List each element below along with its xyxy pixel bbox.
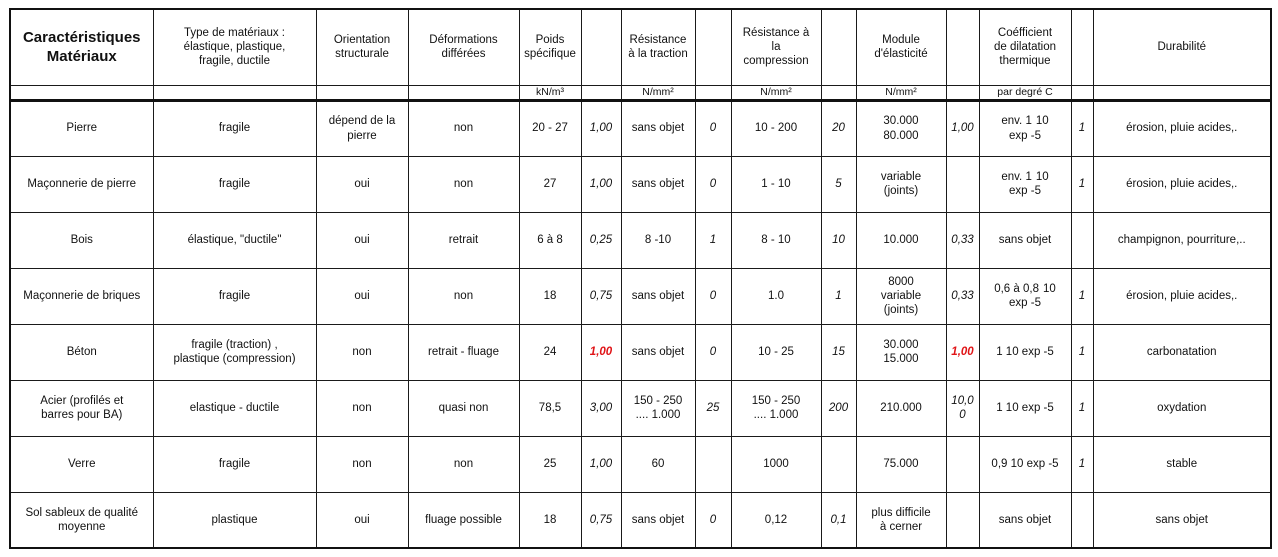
cell-traction: sans objet [621, 324, 695, 380]
header-deformations-differees [408, 9, 519, 85]
cell-dilatation-coefficient [1071, 212, 1093, 268]
cell-type: fragile [153, 268, 316, 324]
unit-poids: kN/m³ [519, 85, 581, 100]
header-type-line3: fragile, ductile [199, 55, 270, 68]
cell-material-line2: moyenne [58, 520, 106, 533]
cell-dilatation-coefficient: 1 [1071, 324, 1093, 380]
cell-compression-coefficient: 200 [821, 380, 856, 436]
cell-durabilite: carbonatation [1093, 324, 1271, 380]
table-row [10, 380, 1271, 436]
cell-module-line1: 8000 [888, 275, 914, 288]
cell-material: Verre [10, 436, 153, 492]
cell-module-coefficient: 0,33 [946, 268, 979, 324]
cell-dilatation-coefficient: 1 [1071, 380, 1093, 436]
cell-compression-coefficient: 15 [821, 324, 856, 380]
cell-orientation: non [316, 436, 408, 492]
cell-type: fragile [153, 156, 316, 212]
cell-compression-coefficient [821, 436, 856, 492]
cell-poids-coefficient: 1,00 [581, 100, 621, 156]
unit-durabilite [1093, 85, 1271, 100]
cell-material-line1: Acier (profilés et [40, 394, 124, 407]
cell-orientation-line1: dépend de la [328, 115, 396, 128]
cell-traction [621, 380, 695, 436]
cell-poids-coefficient: 0,25 [581, 212, 621, 268]
table-row [10, 156, 1271, 212]
unit-traction-coef [695, 85, 731, 100]
cell-module-line1: 30.000 [883, 338, 919, 351]
cell-type-line2: plastique (compression) [173, 353, 296, 366]
cell-traction-coefficient: 0 [695, 492, 731, 548]
cell-traction-coefficient: 0 [695, 324, 731, 380]
cell-poids: 78,5 [519, 380, 581, 436]
cell-poids-coefficient: 0,75 [581, 268, 621, 324]
cell-dilatation-base: 10 [1035, 170, 1049, 183]
header-module-coefficient [946, 9, 979, 85]
cell-dilatation-coefficient: 1 [1071, 436, 1093, 492]
cell-material: Pierre [10, 100, 153, 156]
cell-module [856, 324, 946, 380]
cell-compression: 1000 [731, 436, 821, 492]
cell-compression: 8 - 10 [731, 212, 821, 268]
header-compression-line3: compression [743, 55, 809, 68]
cell-type: elastique - ductile [153, 380, 316, 436]
cell-orientation [316, 100, 408, 156]
cell-poids: 18 [519, 492, 581, 548]
table-row [10, 436, 1271, 492]
header-resistance-compression [731, 9, 821, 85]
cell-durabilite: champignon, pourriture,.. [1093, 212, 1271, 268]
unit-poids-coef [581, 85, 621, 100]
cell-module [856, 380, 946, 436]
cell-traction-coefficient: 0 [695, 100, 731, 156]
cell-module-line1: plus difficile [871, 506, 931, 519]
header-dilatation-line3: thermique [999, 55, 1051, 68]
header-traction-coefficient [695, 9, 731, 85]
table-row [10, 324, 1271, 380]
cell-traction: sans objet [621, 492, 695, 548]
cell-traction: sans objet [621, 268, 695, 324]
cell-traction-coefficient: 0 [695, 156, 731, 212]
cell-dilatation-coefficient: 1 [1071, 156, 1093, 212]
cell-compression-line1: 150 - 250 [751, 394, 801, 407]
header-module-line1: Module [882, 33, 920, 46]
cell-dilatation: 0,9 10 exp -5 [979, 436, 1071, 492]
cell-traction: 60 [621, 436, 695, 492]
unit-traction: N/mm² [621, 85, 695, 100]
unit-compression-coef [821, 85, 856, 100]
cell-orientation: oui [316, 492, 408, 548]
cell-module-coefficient [946, 436, 979, 492]
header-type-materiaux [153, 9, 316, 85]
cell-poids: 6 à 8 [519, 212, 581, 268]
cell-dilatation [979, 100, 1071, 156]
cell-compression: 0,12 [731, 492, 821, 548]
cell-poids-coefficient: 1,00 [581, 436, 621, 492]
header-compression-coefficient [821, 9, 856, 85]
cell-dilatation: sans objet [979, 212, 1071, 268]
cell-module-line1: 210.000 [880, 401, 922, 414]
cell-poids-coefficient: 1,00 [581, 156, 621, 212]
unit-deformations [408, 85, 519, 100]
cell-dilatation-base: 10 [1042, 282, 1056, 295]
header-type-line2: élastique, plastique, [183, 41, 286, 54]
cell-durabilite: érosion, pluie acides,. [1093, 156, 1271, 212]
unit-orientation [316, 85, 408, 100]
cell-module-line2: à cerner [879, 520, 923, 533]
cell-poids-coefficient: 0,75 [581, 492, 621, 548]
cell-module [856, 212, 946, 268]
unit-module: N/mm² [856, 85, 946, 100]
cell-durabilite: érosion, pluie acides,. [1093, 100, 1271, 156]
header-poids-line1: Poids [535, 33, 565, 46]
cell-dilatation-mantissa: env. 1 [1001, 170, 1032, 183]
cell-compression-line2: .... 1.000 [753, 409, 799, 422]
cell-poids-coefficient: 1,00 [581, 324, 621, 380]
cell-orientation: non [316, 324, 408, 380]
cell-deformations: non [408, 436, 519, 492]
unit-dilatation-coef [1071, 85, 1093, 100]
cell-dilatation-mantissa: env. 1 [1001, 115, 1032, 128]
header-resistance-traction [621, 9, 695, 85]
cell-module [856, 492, 946, 548]
cell-dilatation-exponent: exp -5 [1009, 129, 1041, 142]
header-poids-specifique [519, 9, 581, 85]
cell-compression-coefficient: 0,1 [821, 492, 856, 548]
cell-poids: 25 [519, 436, 581, 492]
cell-material: Béton [10, 324, 153, 380]
cell-traction-coefficient: 0 [695, 268, 731, 324]
cell-dilatation: sans objet [979, 492, 1071, 548]
cell-deformations: quasi non [408, 380, 519, 436]
cell-module-coefficient: 10,00 [946, 380, 979, 436]
cell-dilatation-coefficient [1071, 492, 1093, 548]
cell-traction-line1: 150 - 250 [633, 394, 683, 407]
header-dilatation-line1: Coéfficient [997, 26, 1053, 39]
cell-compression [731, 380, 821, 436]
cell-type: élastique, "ductile" [153, 212, 316, 268]
cell-material: Maçonnerie de pierre [10, 156, 153, 212]
cell-dilatation-base: 10 [1035, 115, 1049, 128]
cell-deformations: non [408, 100, 519, 156]
header-durabilite: Durabilité [1093, 9, 1271, 85]
header-coefficient-dilatation-thermique [979, 9, 1071, 85]
cell-traction: 8 -10 [621, 212, 695, 268]
header-poids-coefficient [581, 9, 621, 85]
header-module-line2: d'élasticité [874, 48, 928, 61]
cell-dilatation-exponent: exp -5 [1009, 297, 1041, 310]
cell-poids: 24 [519, 324, 581, 380]
cell-material: Maçonnerie de briques [10, 268, 153, 324]
header-deformations-line2: différées [441, 48, 486, 61]
cell-module [856, 156, 946, 212]
materials-characteristics-table [9, 8, 1272, 549]
header-characteristics-materials [10, 9, 153, 85]
cell-dilatation [979, 156, 1071, 212]
cell-module-coefficient [946, 492, 979, 548]
header-compression-line2: la [771, 41, 781, 54]
cell-poids: 27 [519, 156, 581, 212]
cell-deformations: fluage possible [408, 492, 519, 548]
cell-traction: sans objet [621, 100, 695, 156]
cell-traction-coefficient [695, 436, 731, 492]
cell-module-line1: 75.000 [883, 457, 919, 470]
header-orientation-line2: structurale [335, 48, 389, 61]
header-row-labels [10, 9, 1271, 85]
header-dilatation-coefficient [1071, 9, 1093, 85]
cell-type: fragile [153, 436, 316, 492]
header-module-elasticite [856, 9, 946, 85]
cell-type [153, 324, 316, 380]
unit-compression: N/mm² [731, 85, 821, 100]
cell-traction-line2: .... 1.000 [635, 409, 681, 422]
cell-orientation: oui [316, 156, 408, 212]
cell-module [856, 436, 946, 492]
header-type-line1: Type de matériaux : [184, 26, 285, 39]
cell-material [10, 380, 153, 436]
cell-module-line1: 30.000 [883, 115, 919, 128]
cell-material [10, 492, 153, 548]
cell-module-coefficient [946, 156, 979, 212]
cell-orientation-line2: pierre [347, 129, 377, 142]
cell-material-line2: barres pour BA) [41, 409, 123, 422]
cell-module [856, 268, 946, 324]
cell-compression: 10 - 200 [731, 100, 821, 156]
cell-durabilite: érosion, pluie acides,. [1093, 268, 1271, 324]
cell-compression-coefficient: 5 [821, 156, 856, 212]
cell-dilatation: 1 10 exp -5 [979, 380, 1071, 436]
table-header [10, 9, 1271, 100]
cell-type: plastique [153, 492, 316, 548]
table-row [10, 212, 1271, 268]
cell-module [856, 100, 946, 156]
unit-type [153, 85, 316, 100]
cell-dilatation-coefficient: 1 [1071, 268, 1093, 324]
cell-material: Bois [10, 212, 153, 268]
unit-characteristics [10, 85, 153, 100]
table-row [10, 100, 1271, 156]
cell-deformations: non [408, 268, 519, 324]
table-row [10, 492, 1271, 548]
cell-deformations: retrait - fluage [408, 324, 519, 380]
cell-type: fragile [153, 100, 316, 156]
cell-dilatation-mantissa: 0,6 à 0,8 [994, 282, 1039, 295]
cell-dilatation-exponent: exp -5 [1009, 185, 1041, 198]
cell-type-line1: fragile (traction) , [191, 338, 278, 351]
cell-module-line3: (joints) [883, 304, 919, 317]
cell-poids-coefficient: 3,00 [581, 380, 621, 436]
cell-orientation: oui [316, 268, 408, 324]
header-traction-line1: Résistance [629, 33, 687, 46]
cell-orientation: oui [316, 212, 408, 268]
unit-dilatation: par degré C [979, 85, 1071, 100]
cell-module-line2: (joints) [883, 185, 919, 198]
header-row-units [10, 85, 1271, 100]
cell-module-line2: variable [880, 289, 922, 302]
cell-module-line1: variable [880, 170, 922, 183]
cell-durabilite: stable [1093, 436, 1271, 492]
cell-orientation: non [316, 380, 408, 436]
cell-compression-coefficient: 20 [821, 100, 856, 156]
cell-deformations: non [408, 156, 519, 212]
unit-module-coef [946, 85, 979, 100]
header-title-line1: Caractéristiques [22, 28, 141, 46]
table-row [10, 268, 1271, 324]
header-orientation-line1: Orientation [333, 33, 391, 46]
cell-durabilite: oxydation [1093, 380, 1271, 436]
cell-dilatation: 1 10 exp -5 [979, 324, 1071, 380]
cell-compression-coefficient: 1 [821, 268, 856, 324]
cell-module-line2: 15.000 [883, 353, 919, 366]
header-dilatation-line2: de dilatation [993, 41, 1057, 54]
cell-module-line1: 10.000 [883, 233, 919, 246]
cell-dilatation-coefficient: 1 [1071, 100, 1093, 156]
cell-deformations: retrait [408, 212, 519, 268]
header-traction-line2: à la traction [628, 48, 688, 61]
header-title-line2: Matériaux [46, 48, 117, 66]
cell-compression-coefficient: 10 [821, 212, 856, 268]
cell-traction-coefficient: 25 [695, 380, 731, 436]
cell-module-coefficient: 1,00 [946, 324, 979, 380]
cell-compression: 10 - 25 [731, 324, 821, 380]
cell-module-coefficient: 1,00 [946, 100, 979, 156]
table-body [10, 100, 1271, 548]
cell-module-coefficient: 0,33 [946, 212, 979, 268]
cell-durabilite: sans objet [1093, 492, 1271, 548]
cell-poids: 20 - 27 [519, 100, 581, 156]
cell-traction-coefficient: 1 [695, 212, 731, 268]
cell-traction: sans objet [621, 156, 695, 212]
header-deformations-line1: Déformations [429, 33, 498, 46]
cell-module-line2: 80.000 [883, 129, 919, 142]
header-compression-line1: Résistance à [742, 26, 810, 39]
cell-poids: 18 [519, 268, 581, 324]
cell-material-line1: Sol sableux de qualité [25, 506, 139, 519]
cell-compression: 1.0 [731, 268, 821, 324]
header-poids-line2: spécifique [524, 48, 576, 61]
header-orientation-structurale [316, 9, 408, 85]
cell-compression: 1 - 10 [731, 156, 821, 212]
cell-dilatation [979, 268, 1071, 324]
